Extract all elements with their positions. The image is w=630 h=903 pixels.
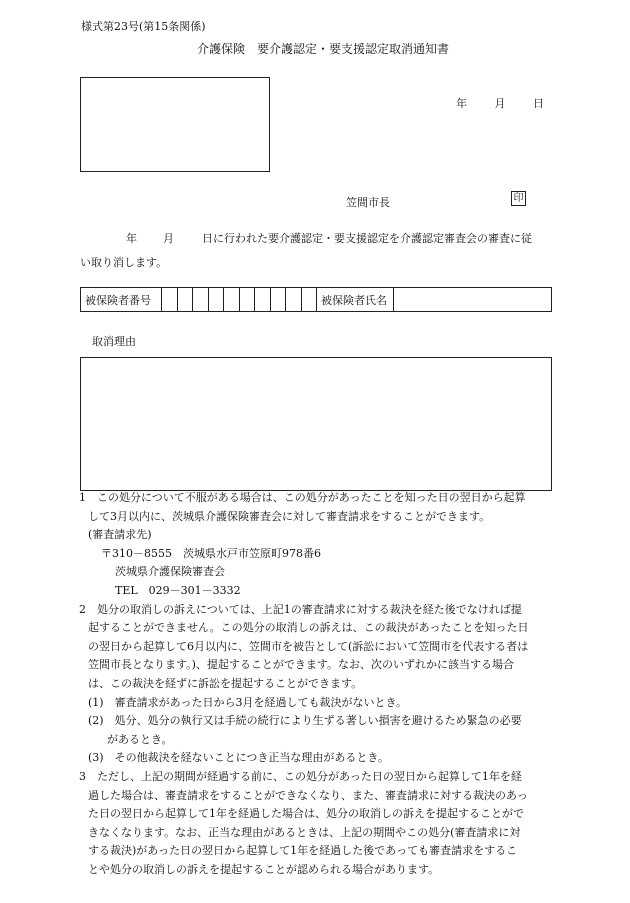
date-month: 月 — [494, 97, 506, 110]
note-line: 茨城県介護保険審査会 — [115, 565, 225, 579]
insured-info-table — [80, 287, 552, 312]
body-month: 月 — [163, 232, 174, 245]
insured-number-cell[interactable] — [255, 288, 271, 312]
note-line: 3 ただし、上記の期間が経過する前に、この処分があった日の翌日から起算して1年を経 — [79, 769, 522, 783]
note-line: して3月以内に、茨城県介護保険審査会に対して審査請求をすることができます。 — [88, 509, 491, 523]
insured-number-cell[interactable] — [239, 288, 255, 312]
insured-number-cell[interactable] — [270, 288, 286, 312]
insured-name-label: 被保険者氏名 — [317, 288, 394, 312]
note-line: TEL 029－301－3332 — [115, 583, 241, 597]
reason-field[interactable] — [80, 357, 552, 491]
note-line: 1 この処分について不服がある場合は、この処分があったことを知った日の翌日から起算 — [79, 491, 526, 504]
note-line: 過した場合は、審査請求をすることができなくなり、また、審査請求に対する裁決のあっ — [88, 788, 528, 802]
form-number: 様式第23号(第15条関係) — [81, 20, 206, 33]
note-line: (2) 処分、処分の執行又は手続の続行により生ずる著しい損害を避けるため緊急の必要 — [88, 714, 522, 728]
notes-section — [79, 489, 559, 879]
notice-body — [80, 227, 552, 275]
note-line: (審査請求先) — [88, 528, 152, 542]
note-line: する裁決)があった日の翌日から起算して1年を経過した後であっても審査請求をするこ — [88, 844, 518, 858]
body-line2: い取り消します。 — [80, 256, 168, 269]
note-line: とや処分の取消しの訴えを提起することが認められる場合があります。 — [88, 862, 440, 876]
note-line: 笠間市長となります。)、提起することができます。なお、次のいずれかに該当する場合 — [88, 658, 515, 672]
issue-date — [456, 95, 544, 111]
page-title: 介護保険 要介護認定・要支援認定取消通知書 — [197, 42, 450, 56]
insured-name-field[interactable] — [394, 288, 552, 312]
note-line: きなくなります。なお、正当な理由があるときは、上記の期間やこの処分(審査請求に対 — [88, 825, 521, 839]
insured-number-cell[interactable] — [286, 288, 302, 312]
body-line1: 日に行われた要介護認定・要支援認定を介護認定審査会の審査に従 — [202, 232, 532, 245]
date-day: 日 — [533, 97, 544, 110]
insured-number-label: 被保険者番号 — [81, 288, 162, 312]
note-line: の翌日から起算して6月以内に、笠間市を被告として(訴訟において笠間市を代表する者は — [88, 639, 529, 653]
note-line: た日の翌日から起算して1年を経過した場合は、処分の取消しの訴えを提起することがで — [88, 807, 524, 821]
note-line: があるとき。 — [107, 732, 173, 746]
insured-number-cell[interactable] — [177, 288, 193, 312]
note-line: は、この裁決を経ずに訴訟を提起することができます。 — [88, 676, 363, 690]
sender-name: 笠間市長 — [346, 196, 390, 209]
body-year: 年 — [126, 232, 137, 245]
seal-mark: 印 — [511, 191, 526, 206]
insured-number-cell[interactable] — [301, 288, 317, 312]
note-line: 2 処分の取消しの訴えについては、上記1の審査請求に対する裁決を経た後でなければ提 — [79, 602, 522, 616]
recipient-address-box[interactable] — [80, 77, 270, 172]
note-line: 起することができません。この処分の取消しの訴えは、この裁決があったことを知った日 — [88, 621, 529, 635]
note-line: (1) 審査請求があった日から3月を経過しても裁決がないとき。 — [88, 695, 408, 709]
note-line: 〒310－8555 茨城県水戸市笠原町978番6 — [101, 546, 321, 560]
insured-number-cell[interactable] — [162, 288, 178, 312]
reason-label: 取消理由 — [92, 335, 136, 348]
insured-number-cell[interactable] — [224, 288, 240, 312]
date-year: 年 — [456, 97, 467, 110]
insured-number-cell[interactable] — [208, 288, 224, 312]
insured-number-cell[interactable] — [193, 288, 209, 312]
note-line: (3) その他裁決を経ないことにつき正当な理由があるとき。 — [88, 751, 389, 765]
